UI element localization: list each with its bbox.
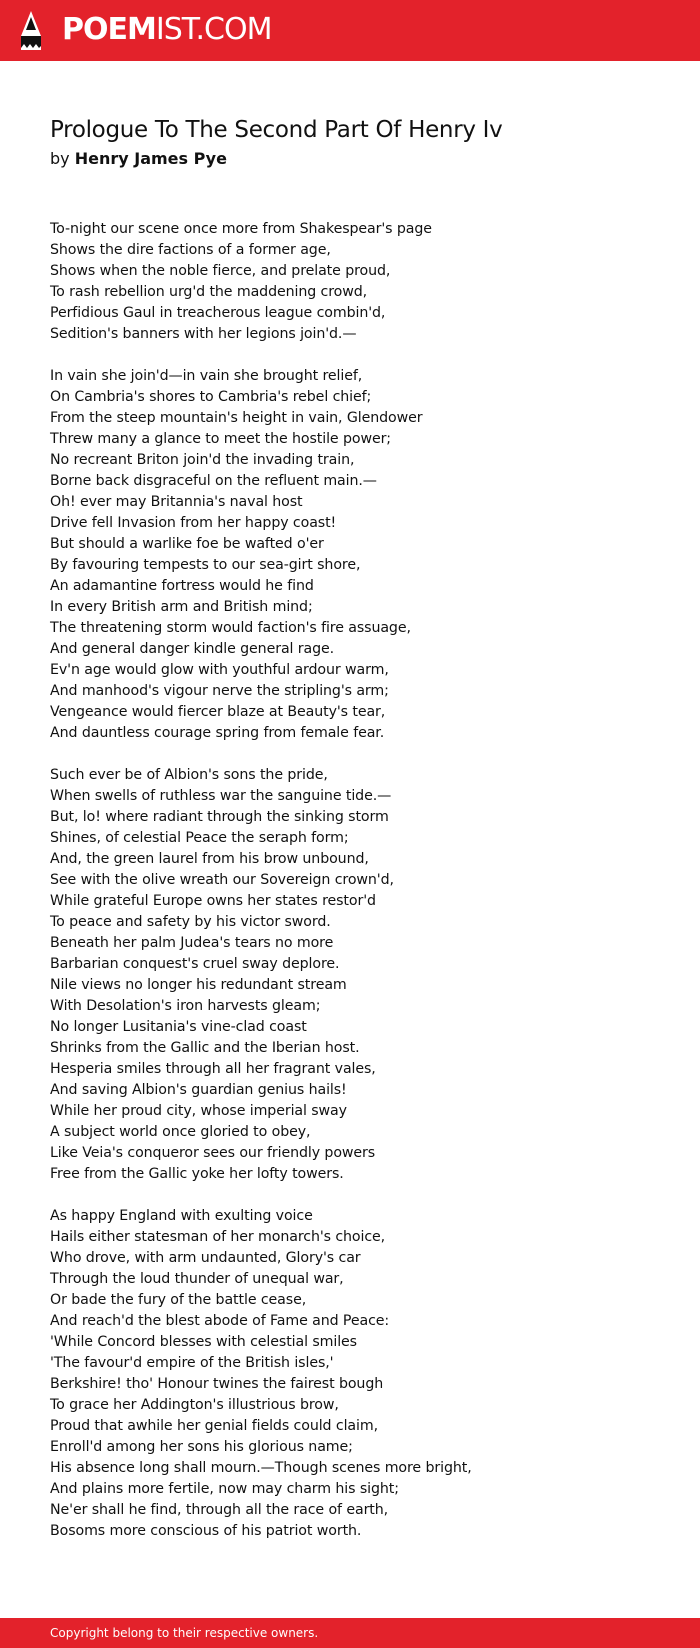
- logo-text-light: IST.COM: [155, 12, 272, 47]
- poem-line: To grace her Addington's illustrious brow,: [50, 1397, 339, 1413]
- poem-line: Shines, of celestial Peace the seraph form;: [50, 830, 349, 846]
- poem-line: 'While Concord blesses with celestial smiles: [50, 1334, 357, 1350]
- poem-byline: [50, 148, 670, 170]
- poem-line: The threatening storm would faction's fire assuage,: [50, 620, 411, 636]
- copyright-text: Copyright belong to their respective owners.: [50, 1626, 319, 1640]
- poem-stanza: [50, 219, 670, 345]
- poem-line: But should a warlike foe be wafted o'er: [50, 536, 324, 552]
- poem-line: Sedition's banners with her legions join'd.—: [50, 326, 357, 342]
- poem-heading: [50, 112, 670, 170]
- poem-body: [50, 219, 670, 1542]
- site-footer: [0, 1618, 700, 1648]
- poem-line: To-night our scene once more from Shakespear's page: [50, 221, 432, 237]
- poem-line: In vain she join'd—in vain she brought relief,: [50, 368, 363, 384]
- poem-line: Oh! ever may Britannia's naval host: [50, 494, 303, 510]
- poem-line: Nile views no longer his redundant stream: [50, 977, 347, 993]
- poem-line: Shows the dire factions of a former age,: [50, 242, 331, 258]
- poem-line: And general danger kindle general rage.: [50, 641, 335, 657]
- poem-line: A subject world once gloried to obey,: [50, 1124, 311, 1140]
- poem-line: By favouring tempests to our sea-girt shore,: [50, 557, 361, 573]
- logo-text-bold: POEM: [62, 12, 156, 47]
- poem-line: Shrinks from the Gallic and the Iberian host.: [50, 1040, 360, 1056]
- poem-line: Vengeance would fiercer blaze at Beauty's tear,: [50, 704, 386, 720]
- poem-line: While her proud city, whose imperial sway: [50, 1103, 347, 1119]
- poem-line: Such ever be of Albion's sons the pride,: [50, 767, 328, 783]
- poem-line: No recreant Briton join'd the invading train,: [50, 452, 355, 468]
- site-header: [0, 0, 700, 61]
- poem-line: Drive fell Invasion from her happy coast!: [50, 515, 337, 531]
- poem-line: But, lo! where radiant through the sinking storm: [50, 809, 389, 825]
- poem-line: Ev'n age would glow with youthful ardour warm,: [50, 662, 389, 678]
- pencil-logo-icon: [18, 10, 44, 50]
- poem-line: Beneath her palm Judea's tears no more: [50, 935, 334, 951]
- poem-line: An adamantine fortress would he find: [50, 578, 314, 594]
- poem-line: From the steep mountain's height in vain, Glendower: [50, 410, 423, 426]
- poem-line: Barbarian conquest's cruel sway deplore.: [50, 956, 340, 972]
- poem-line: Free from the Gallic yoke her lofty towers.: [50, 1166, 344, 1182]
- poem-line: Borne back disgraceful on the refluent main.—: [50, 473, 377, 489]
- poem-stanza: [50, 366, 670, 744]
- poem-line: Perfidious Gaul in treacherous league combin'd,: [50, 305, 386, 321]
- poem-stanza: [50, 765, 670, 1185]
- poem-line: Threw many a glance to meet the hostile power;: [50, 431, 391, 447]
- poem-line: No longer Lusitania's vine-clad coast: [50, 1019, 307, 1035]
- poem-line: When swells of ruthless war the sanguine tide.—: [50, 788, 392, 804]
- poem-line: His absence long shall mourn.—Though scenes more bright,: [50, 1460, 472, 1476]
- poem-line: As happy England with exulting voice: [50, 1208, 313, 1224]
- poem-line: Hesperia smiles through all her fragrant vales,: [50, 1061, 376, 1077]
- poem-line: With Desolation's iron harvests gleam;: [50, 998, 321, 1014]
- poem-line: Hails either statesman of her monarch's choice,: [50, 1229, 386, 1245]
- poem-line: And dauntless courage spring from female fear.: [50, 725, 385, 741]
- poem-line: Bosoms more conscious of his patriot worth.: [50, 1523, 362, 1539]
- poem-title: Prologue To The Second Part Of Henry Iv: [50, 117, 503, 143]
- poem-line: Proud that awhile her genial fields could claim,: [50, 1418, 378, 1434]
- poem-line: Shows when the noble fierce, and prelate proud,: [50, 263, 391, 279]
- site-logo-link[interactable]: [0, 0, 272, 61]
- poem-line: Berkshire! tho' Honour twines the fairest bough: [50, 1376, 384, 1392]
- poem-line: See with the olive wreath our Sovereign crown'd,: [50, 872, 394, 888]
- poem-line: Like Veia's conqueror sees our friendly powers: [50, 1145, 376, 1161]
- site-logo-text: [62, 10, 271, 50]
- poem-line: Or bade the fury of the battle cease,: [50, 1292, 307, 1308]
- poem-line: To rash rebellion urg'd the maddening crowd,: [50, 284, 368, 300]
- poem-line: Enroll'd among her sons his glorious name;: [50, 1439, 353, 1455]
- poem-line: And plains more fertile, now may charm his sight;: [50, 1481, 399, 1497]
- by-label: by: [50, 149, 70, 168]
- poem-stanza: [50, 1206, 670, 1542]
- poem-line: And reach'd the blest abode of Fame and Peace:: [50, 1313, 390, 1329]
- poem-line: Who drove, with arm undaunted, Glory's car: [50, 1250, 361, 1266]
- poem-line: Through the loud thunder of unequal war,: [50, 1271, 344, 1287]
- poem-line: And manhood's vigour nerve the stripling's arm;: [50, 683, 389, 699]
- poem-line: In every British arm and British mind;: [50, 599, 313, 615]
- poem-line: And saving Albion's guardian genius hails!: [50, 1082, 347, 1098]
- poem-line: To peace and safety by his victor sword.: [50, 914, 331, 930]
- poem-line: On Cambria's shores to Cambria's rebel chief;: [50, 389, 372, 405]
- poem-author: Henry James Pye: [74, 149, 227, 168]
- poem-line: And, the green laurel from his brow unbound,: [50, 851, 369, 867]
- poem-line: While grateful Europe owns her states restor'd: [50, 893, 376, 909]
- poem-line: Ne'er shall he find, through all the race of earth,: [50, 1502, 389, 1518]
- poem-line: 'The favour'd empire of the British isles,': [50, 1355, 334, 1371]
